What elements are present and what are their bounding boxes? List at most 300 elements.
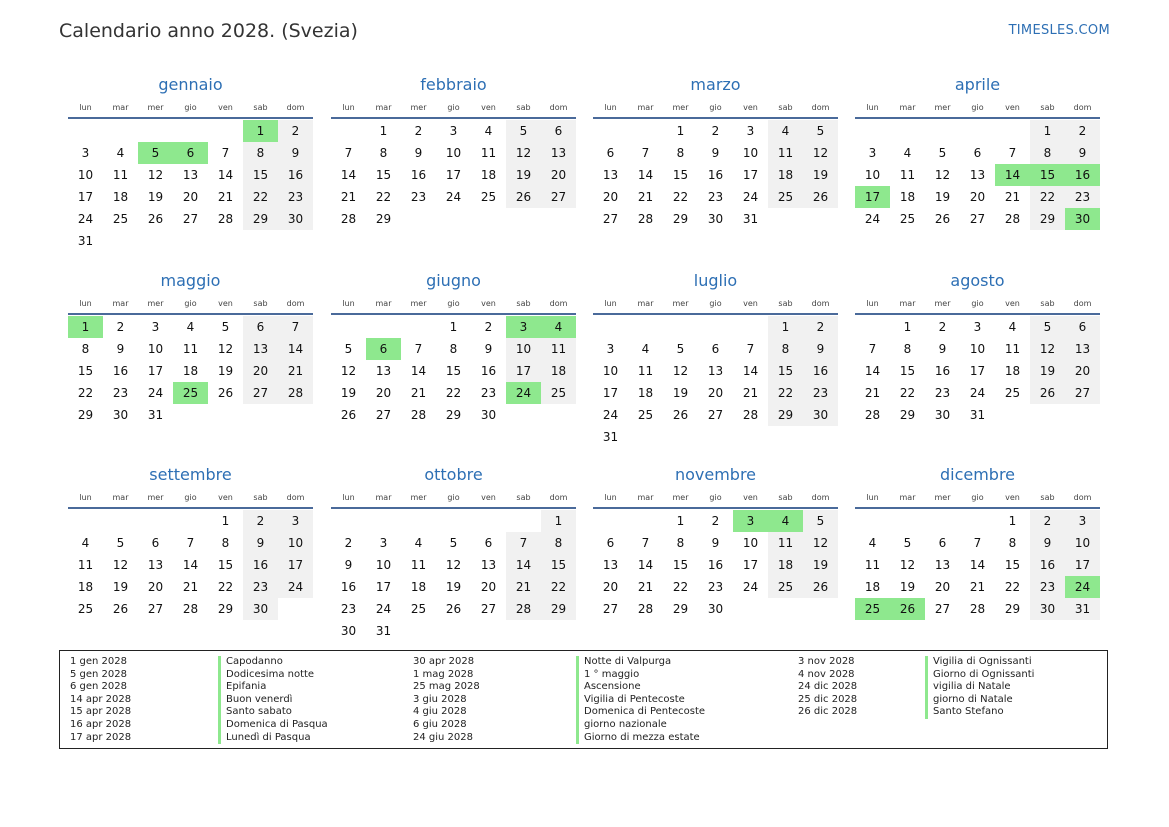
day-cell: 9 bbox=[711, 536, 720, 550]
day-cell: 19 bbox=[1030, 360, 1065, 382]
legend-date: 4 nov 2028 bbox=[798, 668, 855, 680]
day-cell: 22 bbox=[672, 580, 689, 594]
day-cell: 8 bbox=[221, 536, 230, 550]
day-cell: 24 bbox=[278, 576, 313, 598]
day-cell: 14 bbox=[506, 554, 541, 576]
holiday-day-cell: 30 bbox=[1065, 208, 1100, 230]
day-cell: 28 bbox=[182, 602, 199, 616]
day-cell: 5 bbox=[221, 320, 230, 334]
day-cell: 11 bbox=[1004, 342, 1021, 356]
legend-date: 14 apr 2028 bbox=[70, 693, 132, 705]
weekday-label: lun bbox=[604, 493, 617, 502]
header-divider bbox=[593, 313, 838, 315]
day-cell: 14 bbox=[278, 338, 313, 360]
day-cell: 16 bbox=[803, 360, 838, 382]
day-cell: 5 bbox=[506, 120, 541, 142]
day-cell: 13 bbox=[375, 364, 392, 378]
day-cell: 6 bbox=[151, 536, 160, 550]
weekday-label: mar bbox=[375, 493, 392, 502]
weekday-label: mer bbox=[672, 493, 689, 502]
day-cell: 24 bbox=[864, 212, 881, 226]
day-cell: 27 bbox=[969, 212, 986, 226]
empty-cell bbox=[855, 316, 890, 338]
weekday-label: ven bbox=[743, 103, 758, 112]
day-cell: 18 bbox=[768, 164, 803, 186]
day-cell: 21 bbox=[340, 190, 357, 204]
legend-holiday-name: Ascensione bbox=[576, 681, 705, 694]
month-name: agosto bbox=[950, 271, 1005, 290]
day-cell: 3 bbox=[746, 124, 755, 138]
day-cell: 10 bbox=[147, 342, 164, 356]
empty-cell bbox=[366, 510, 401, 532]
day-cell: 6 bbox=[973, 146, 982, 160]
weekday-label: gio bbox=[709, 103, 722, 112]
day-cell: 12 bbox=[803, 142, 838, 164]
day-cell: 16 bbox=[707, 168, 724, 182]
day-cell: 5 bbox=[116, 536, 125, 550]
legend-holiday-name: Dodicesima notte bbox=[218, 669, 328, 682]
day-cell: 7 bbox=[186, 536, 195, 550]
day-cell: 3 bbox=[606, 342, 615, 356]
day-cell: 7 bbox=[278, 316, 313, 338]
empty-cell bbox=[331, 120, 366, 142]
day-cell: 10 bbox=[969, 342, 986, 356]
empty-cell bbox=[628, 120, 663, 142]
day-cell: 27 bbox=[602, 212, 619, 226]
weekday-label: lun bbox=[79, 103, 92, 112]
day-cell: 26 bbox=[1030, 382, 1065, 404]
day-cell: 11 bbox=[480, 146, 497, 160]
empty-cell bbox=[138, 510, 173, 532]
day-cell: 8 bbox=[768, 338, 803, 360]
legend-names-column bbox=[925, 656, 1034, 719]
day-cell: 17 bbox=[375, 580, 392, 594]
day-cell: 13 bbox=[1065, 338, 1100, 360]
legend-dates-column bbox=[798, 656, 857, 719]
day-cell: 26 bbox=[217, 386, 234, 400]
empty-cell bbox=[401, 316, 436, 338]
weekday-label: sab bbox=[778, 299, 793, 308]
weekday-label: lun bbox=[866, 103, 879, 112]
weekday-label: dom bbox=[549, 493, 568, 502]
empty-cell bbox=[593, 316, 628, 338]
legend-date: 6 gen 2028 bbox=[70, 681, 128, 693]
day-cell: 22 bbox=[541, 576, 576, 598]
weekday-label: lun bbox=[79, 299, 92, 308]
holiday-day-cell: 6 bbox=[173, 142, 208, 164]
day-cell: 23 bbox=[1030, 576, 1065, 598]
weekday-label: ven bbox=[1005, 493, 1020, 502]
day-cell: 3 bbox=[81, 146, 90, 160]
day-cell: 13 bbox=[243, 338, 278, 360]
day-cell: 27 bbox=[541, 186, 576, 208]
day-cell: 13 bbox=[969, 168, 986, 182]
weekday-header bbox=[593, 295, 838, 313]
day-cell: 4 bbox=[414, 536, 423, 550]
day-cell: 19 bbox=[899, 580, 916, 594]
day-cell: 28 bbox=[410, 408, 427, 422]
day-cell: 11 bbox=[768, 142, 803, 164]
day-cell: 9 bbox=[116, 342, 125, 356]
day-cell: 7 bbox=[868, 342, 877, 356]
holiday-day-cell: 1 bbox=[243, 120, 278, 142]
day-cell: 15 bbox=[77, 364, 94, 378]
day-cell: 22 bbox=[77, 386, 94, 400]
day-cell: 28 bbox=[340, 212, 357, 226]
day-cell: 30 bbox=[112, 408, 129, 422]
day-cell: 1 bbox=[676, 514, 685, 528]
holiday-day-cell: 26 bbox=[890, 598, 925, 620]
day-cell: 30 bbox=[278, 208, 313, 230]
day-cell: 13 bbox=[541, 142, 576, 164]
weekday-label: sab bbox=[778, 103, 793, 112]
weekday-header bbox=[68, 489, 313, 507]
day-cell: 1 bbox=[541, 510, 576, 532]
weekday-label: lun bbox=[866, 299, 879, 308]
day-cell: 3 bbox=[379, 536, 388, 550]
holiday-day-cell: 24 bbox=[506, 382, 541, 404]
day-cell: 28 bbox=[506, 598, 541, 620]
empty-cell bbox=[68, 510, 103, 532]
day-cell: 23 bbox=[480, 386, 497, 400]
day-cell: 1 bbox=[379, 124, 388, 138]
legend-holiday-name: Giorno di mezza estate bbox=[576, 732, 705, 745]
day-cell: 1 bbox=[676, 124, 685, 138]
day-cell: 21 bbox=[217, 190, 234, 204]
day-cell: 13 bbox=[602, 558, 619, 572]
day-cell: 2 bbox=[1030, 510, 1065, 532]
weekday-label: gio bbox=[709, 493, 722, 502]
weekday-label: gio bbox=[447, 299, 460, 308]
legend-date: 25 mag 2028 bbox=[413, 681, 480, 693]
holiday-legend bbox=[59, 650, 1108, 749]
day-cell: 22 bbox=[768, 382, 803, 404]
weekday-label: dom bbox=[549, 103, 568, 112]
empty-cell bbox=[960, 510, 995, 532]
day-cell: 13 bbox=[707, 364, 724, 378]
weekday-header bbox=[331, 295, 576, 313]
day-grid bbox=[331, 510, 576, 642]
day-cell: 5 bbox=[449, 536, 458, 550]
day-cell: 29 bbox=[445, 408, 462, 422]
weekday-label: gio bbox=[971, 299, 984, 308]
day-cell: 3 bbox=[868, 146, 877, 160]
day-cell: 17 bbox=[1065, 554, 1100, 576]
day-cell: 9 bbox=[803, 338, 838, 360]
day-cell: 9 bbox=[344, 558, 353, 572]
day-cell: 10 bbox=[864, 168, 881, 182]
day-cell: 20 bbox=[541, 164, 576, 186]
day-cell: 5 bbox=[344, 342, 353, 356]
day-cell: 23 bbox=[340, 602, 357, 616]
day-cell: 12 bbox=[112, 558, 129, 572]
day-cell: 8 bbox=[243, 142, 278, 164]
day-cell: 1 bbox=[768, 316, 803, 338]
day-cell: 30 bbox=[803, 404, 838, 426]
day-cell: 31 bbox=[147, 408, 164, 422]
month-agosto bbox=[855, 270, 1100, 426]
weekday-label: dom bbox=[286, 299, 305, 308]
brand-link[interactable]: TIMESLES.COM bbox=[1008, 23, 1110, 38]
header-divider bbox=[593, 507, 838, 509]
empty-cell bbox=[366, 316, 401, 338]
legend-date: 17 apr 2028 bbox=[70, 731, 132, 743]
day-cell: 31 bbox=[969, 408, 986, 422]
day-cell: 14 bbox=[410, 364, 427, 378]
empty-cell bbox=[68, 120, 103, 142]
day-cell: 24 bbox=[147, 386, 164, 400]
day-cell: 8 bbox=[449, 342, 458, 356]
day-cell: 5 bbox=[676, 342, 685, 356]
day-cell: 15 bbox=[672, 558, 689, 572]
month-name: maggio bbox=[160, 271, 221, 290]
day-cell: 13 bbox=[147, 558, 164, 572]
weekday-label: mar bbox=[112, 103, 129, 112]
header-divider bbox=[68, 117, 313, 119]
weekday-label: sab bbox=[778, 493, 793, 502]
legend-dates-column bbox=[413, 656, 480, 744]
day-cell: 25 bbox=[112, 212, 129, 226]
legend-holiday-name: Domenica di Pentecoste bbox=[576, 706, 705, 719]
day-cell: 19 bbox=[217, 364, 234, 378]
day-cell: 7 bbox=[414, 342, 423, 356]
weekday-header bbox=[68, 99, 313, 117]
day-cell: 2 bbox=[484, 320, 493, 334]
weekday-header bbox=[331, 99, 576, 117]
day-cell: 20 bbox=[182, 190, 199, 204]
day-cell: 19 bbox=[506, 164, 541, 186]
legend-date: 25 dic 2028 bbox=[798, 693, 858, 705]
empty-cell bbox=[663, 316, 698, 338]
empty-cell bbox=[436, 510, 471, 532]
holiday-day-cell: 4 bbox=[541, 316, 576, 338]
day-cell: 29 bbox=[217, 602, 234, 616]
month-febbraio bbox=[331, 74, 576, 230]
day-cell: 27 bbox=[602, 602, 619, 616]
day-cell: 9 bbox=[1030, 532, 1065, 554]
weekday-label: mer bbox=[147, 493, 164, 502]
legend-date: 6 giu 2028 bbox=[413, 718, 467, 730]
day-cell: 25 bbox=[768, 186, 803, 208]
day-cell: 26 bbox=[672, 408, 689, 422]
weekday-label: gio bbox=[971, 103, 984, 112]
day-cell: 9 bbox=[414, 146, 423, 160]
weekday-label: mar bbox=[899, 493, 916, 502]
day-cell: 21 bbox=[864, 386, 881, 400]
day-cell: 2 bbox=[803, 316, 838, 338]
legend-holiday-name: Notte di Valpurga bbox=[576, 656, 705, 669]
day-cell: 6 bbox=[606, 536, 615, 550]
month-luglio bbox=[593, 270, 838, 448]
day-cell: 23 bbox=[410, 190, 427, 204]
empty-cell bbox=[855, 510, 890, 532]
day-cell: 15 bbox=[672, 168, 689, 182]
day-cell: 3 bbox=[449, 124, 458, 138]
day-cell: 5 bbox=[803, 120, 838, 142]
weekday-label: sab bbox=[1040, 299, 1055, 308]
day-cell: 20 bbox=[1065, 360, 1100, 382]
day-cell: 2 bbox=[1065, 120, 1100, 142]
empty-cell bbox=[331, 316, 366, 338]
day-cell: 9 bbox=[1065, 142, 1100, 164]
day-cell: 29 bbox=[375, 212, 392, 226]
day-cell: 17 bbox=[602, 386, 619, 400]
legend-date: 26 dic 2028 bbox=[798, 706, 858, 718]
legend-holiday-name: vigilia di Natale bbox=[925, 681, 1034, 694]
day-cell: 31 bbox=[77, 234, 94, 248]
day-cell: 20 bbox=[147, 580, 164, 594]
day-cell: 20 bbox=[934, 580, 951, 594]
day-cell: 6 bbox=[243, 316, 278, 338]
day-cell: 18 bbox=[899, 190, 916, 204]
weekday-label: mar bbox=[637, 299, 654, 308]
day-cell: 27 bbox=[375, 408, 392, 422]
weekday-label: gio bbox=[709, 299, 722, 308]
legend-date: 24 giu 2028 bbox=[413, 731, 473, 743]
weekday-label: lun bbox=[79, 493, 92, 502]
holiday-day-cell: 24 bbox=[1065, 576, 1100, 598]
weekday-label: gio bbox=[447, 493, 460, 502]
day-cell: 17 bbox=[742, 558, 759, 572]
day-cell: 21 bbox=[969, 580, 986, 594]
day-cell: 25 bbox=[77, 602, 94, 616]
day-cell: 11 bbox=[899, 168, 916, 182]
month-gennaio bbox=[68, 74, 313, 252]
day-cell: 15 bbox=[1004, 558, 1021, 572]
day-cell: 25 bbox=[768, 576, 803, 598]
day-cell: 18 bbox=[182, 364, 199, 378]
day-cell: 9 bbox=[278, 142, 313, 164]
day-cell: 12 bbox=[217, 342, 234, 356]
day-cell: 19 bbox=[803, 554, 838, 576]
month-name: gennaio bbox=[158, 75, 223, 94]
empty-cell bbox=[506, 510, 541, 532]
day-cell: 2 bbox=[116, 320, 125, 334]
weekday-label: dom bbox=[811, 493, 830, 502]
day-cell: 29 bbox=[1004, 602, 1021, 616]
legend-date: 3 nov 2028 bbox=[798, 656, 855, 667]
day-cell: 22 bbox=[445, 386, 462, 400]
day-cell: 14 bbox=[969, 558, 986, 572]
weekday-label: sab bbox=[253, 103, 268, 112]
header-divider bbox=[68, 313, 313, 315]
day-cell: 29 bbox=[77, 408, 94, 422]
month-marzo bbox=[593, 74, 838, 230]
day-cell: 4 bbox=[903, 146, 912, 160]
header-divider bbox=[331, 313, 576, 315]
day-cell: 22 bbox=[1030, 186, 1065, 208]
weekday-label: ven bbox=[218, 103, 233, 112]
holiday-day-cell: 3 bbox=[733, 510, 768, 532]
weekday-label: dom bbox=[811, 103, 830, 112]
weekday-header bbox=[68, 295, 313, 313]
day-cell: 8 bbox=[81, 342, 90, 356]
day-cell: 26 bbox=[803, 186, 838, 208]
day-cell: 4 bbox=[641, 342, 650, 356]
day-cell: 5 bbox=[1030, 316, 1065, 338]
page-title: Calendario anno 2028. (Svezia) bbox=[59, 20, 358, 42]
day-cell: 17 bbox=[969, 364, 986, 378]
day-cell: 16 bbox=[410, 168, 427, 182]
empty-cell bbox=[628, 316, 663, 338]
weekday-label: mar bbox=[899, 103, 916, 112]
day-cell: 17 bbox=[742, 168, 759, 182]
day-cell: 5 bbox=[903, 536, 912, 550]
day-cell: 16 bbox=[278, 164, 313, 186]
month-name: aprile bbox=[954, 75, 1001, 94]
weekday-label: mer bbox=[672, 103, 689, 112]
day-cell: 3 bbox=[151, 320, 160, 334]
weekday-header bbox=[593, 99, 838, 117]
day-cell: 21 bbox=[637, 190, 654, 204]
day-cell: 20 bbox=[243, 360, 278, 382]
empty-cell bbox=[960, 120, 995, 142]
day-cell: 4 bbox=[81, 536, 90, 550]
weekday-label: mar bbox=[112, 299, 129, 308]
weekday-label: sab bbox=[1040, 103, 1055, 112]
day-cell: 12 bbox=[899, 558, 916, 572]
day-cell: 7 bbox=[641, 536, 650, 550]
day-cell: 11 bbox=[768, 532, 803, 554]
day-cell: 20 bbox=[480, 580, 497, 594]
day-cell: 18 bbox=[864, 580, 881, 594]
day-cell: 18 bbox=[112, 190, 129, 204]
day-grid bbox=[855, 510, 1100, 620]
day-cell: 27 bbox=[480, 602, 497, 616]
day-cell: 22 bbox=[1004, 580, 1021, 594]
day-grid bbox=[68, 120, 313, 252]
weekday-header bbox=[593, 489, 838, 507]
legend-date: 30 apr 2028 bbox=[413, 656, 475, 667]
day-cell: 2 bbox=[938, 320, 947, 334]
day-cell: 2 bbox=[344, 536, 353, 550]
day-cell: 21 bbox=[1004, 190, 1021, 204]
empty-cell bbox=[138, 120, 173, 142]
day-cell: 14 bbox=[742, 364, 759, 378]
weekday-label: ven bbox=[481, 299, 496, 308]
day-cell: 10 bbox=[1065, 532, 1100, 554]
day-cell: 7 bbox=[746, 342, 755, 356]
month-maggio bbox=[68, 270, 313, 426]
day-cell: 16 bbox=[480, 364, 497, 378]
header-divider bbox=[855, 313, 1100, 315]
day-grid bbox=[68, 316, 313, 426]
header-divider bbox=[855, 507, 1100, 509]
holiday-day-cell: 15 bbox=[1030, 164, 1065, 186]
day-cell: 1 bbox=[903, 320, 912, 334]
day-cell: 7 bbox=[221, 146, 230, 160]
day-cell: 24 bbox=[969, 386, 986, 400]
day-cell: 29 bbox=[672, 602, 689, 616]
day-cell: 26 bbox=[147, 212, 164, 226]
day-cell: 30 bbox=[480, 408, 497, 422]
weekday-label: lun bbox=[342, 493, 355, 502]
weekday-header bbox=[855, 295, 1100, 313]
weekday-label: mar bbox=[112, 493, 129, 502]
weekday-label: sab bbox=[516, 493, 531, 502]
empty-cell bbox=[208, 120, 243, 142]
weekday-label: mer bbox=[934, 299, 951, 308]
legend-date: 15 apr 2028 bbox=[70, 706, 132, 718]
header-divider bbox=[331, 507, 576, 509]
empty-cell bbox=[995, 120, 1030, 142]
weekday-label: ven bbox=[743, 493, 758, 502]
day-cell: 29 bbox=[1030, 208, 1065, 230]
day-cell: 29 bbox=[243, 208, 278, 230]
legend-holiday-name: Domenica di Pasqua bbox=[218, 719, 328, 732]
day-cell: 24 bbox=[602, 408, 619, 422]
day-cell: 24 bbox=[375, 602, 392, 616]
